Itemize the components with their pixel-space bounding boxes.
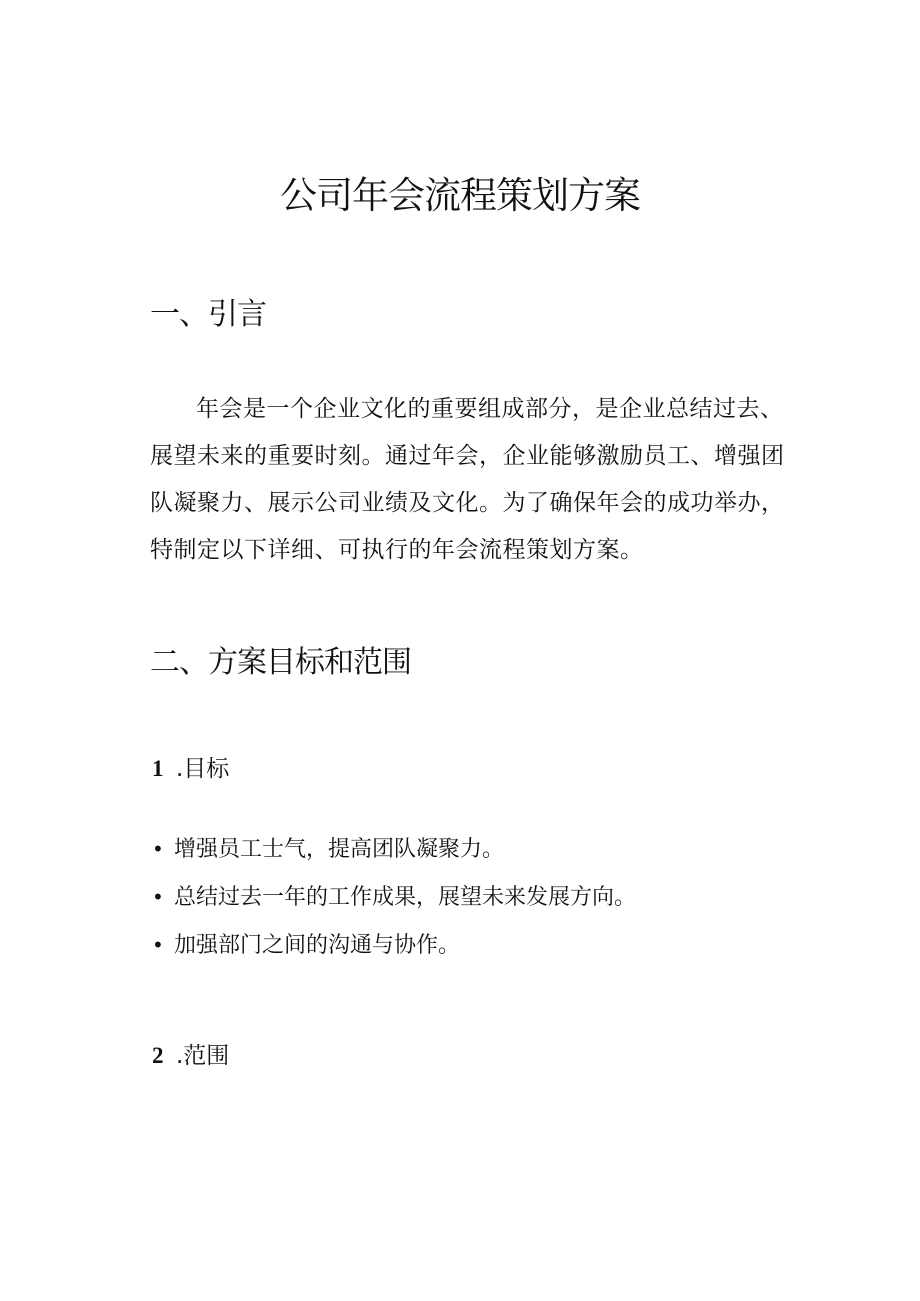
subsection-title: .范围 bbox=[176, 1043, 230, 1069]
bullet-icon: • bbox=[152, 837, 164, 861]
list-item bbox=[152, 926, 636, 974]
list-item-text: 增强员工士气，提高团队凝聚力。 bbox=[174, 837, 505, 862]
section-heading-introduction: 一、引言 bbox=[150, 297, 266, 332]
list-item-text: 加强部门之间的沟通与协作。 bbox=[174, 933, 461, 958]
list-item-text: 总结过去一年的工作成果，展望未来发展方向。 bbox=[174, 885, 637, 910]
document-title: 公司年会流程策划方案 bbox=[280, 174, 640, 217]
list-item bbox=[152, 878, 636, 926]
goals-bullet-list bbox=[152, 830, 636, 974]
subsection-number: 1 bbox=[152, 756, 164, 781]
introduction-paragraph: 年会是一个企业文化的重要组成部分，是企业总结过去、展望未来的重要时刻。通过年会，企业能够激励员工、增强团队凝聚力、展示公司业绩及文化。为了确保年会的成功举办，特制定以下详细、可执行的年会流程策划方案。 bbox=[150, 396, 785, 563]
bullet-icon: • bbox=[152, 885, 164, 909]
subsection-heading-goals bbox=[152, 753, 229, 785]
subsection-title: .目标 bbox=[176, 756, 230, 782]
section-heading-goals-scope: 二、方案目标和范围 bbox=[150, 645, 411, 680]
subsection-heading-scope bbox=[152, 1040, 229, 1072]
subsection-number: 2 bbox=[152, 1043, 164, 1068]
list-item bbox=[152, 830, 636, 878]
bullet-icon: • bbox=[152, 933, 164, 957]
